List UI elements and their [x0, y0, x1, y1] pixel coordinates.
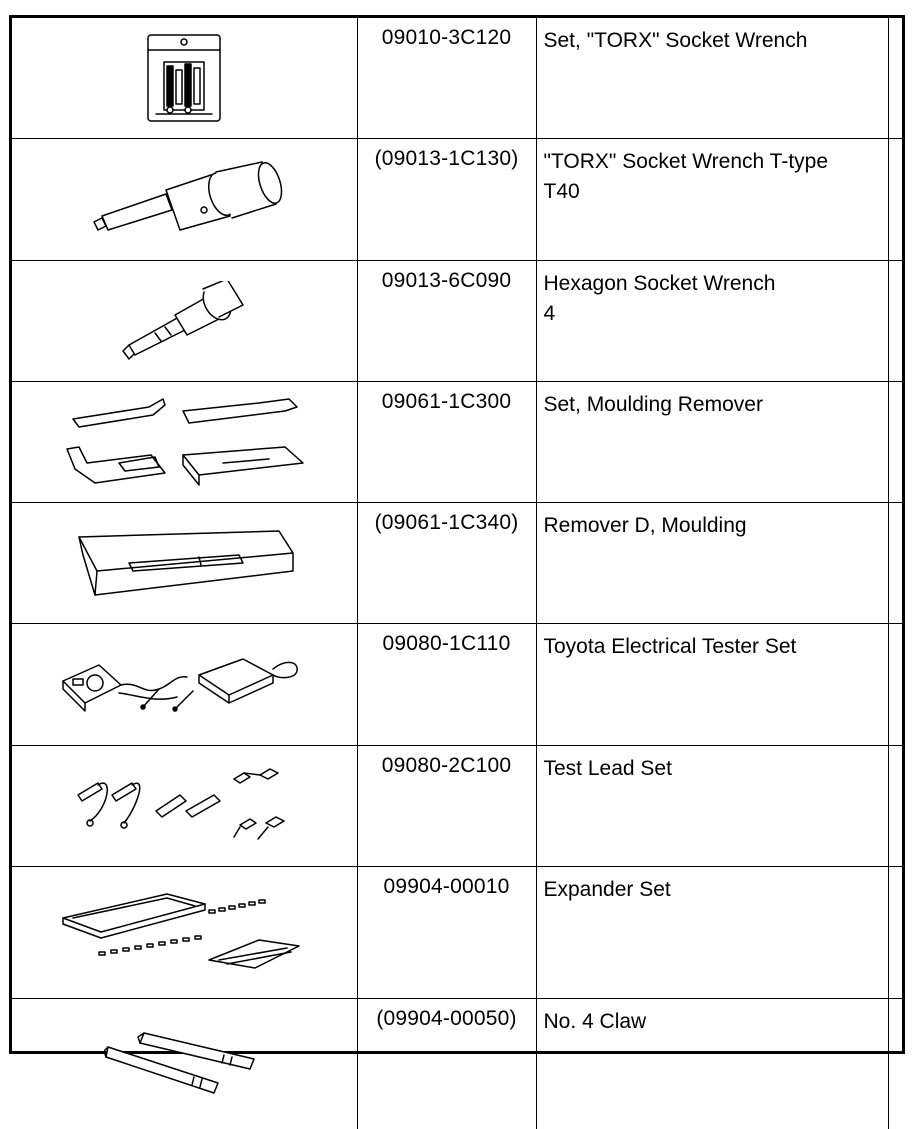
extra-cell [888, 503, 902, 624]
tool-name-line: Set, "TORX" Socket Wrench [544, 26, 888, 56]
tools-table [12, 18, 902, 1129]
part-number: 09061-1C300 [357, 382, 536, 503]
extra-cell [888, 999, 902, 1129]
part-number: 09080-1C110 [357, 624, 536, 746]
tool-name [536, 18, 888, 139]
moulding-remover-set-image [59, 397, 309, 487]
illustration-cell [12, 999, 357, 1129]
illustration-cell [12, 867, 357, 999]
tool-name [536, 999, 888, 1129]
tool-name [536, 382, 888, 503]
illustration-cell [12, 261, 357, 382]
tool-name-line: Set, Moulding Remover [544, 390, 888, 420]
tool-name [536, 624, 888, 746]
tool-name-line: Toyota Electrical Tester Set [544, 632, 888, 662]
illustration-cell [12, 503, 357, 624]
expander-set-image [59, 888, 309, 978]
tool-name-line: Hexagon Socket Wrench [544, 269, 888, 299]
table-row [12, 624, 902, 746]
table-row [12, 261, 902, 382]
extra-cell [888, 139, 902, 261]
extra-cell [888, 624, 902, 746]
illustration-cell [12, 624, 357, 746]
tool-name [536, 867, 888, 999]
tool-name [536, 139, 888, 261]
tool-name-line: No. 4 Claw [544, 1007, 888, 1037]
illustration-cell [12, 382, 357, 503]
tool-name [536, 261, 888, 382]
no4-claw-image [104, 1029, 264, 1099]
part-number: 09010-3C120 [357, 18, 536, 139]
table-row [12, 18, 902, 139]
extra-cell [888, 382, 902, 503]
part-number: (09904-00050) [357, 999, 536, 1129]
tool-name-line: "TORX" Socket Wrench T-type [544, 147, 888, 177]
tool-name-line: 4 [544, 299, 888, 329]
moulding-remover-d-image [69, 523, 299, 603]
part-number: (09061-1C340) [357, 503, 536, 624]
illustration-cell [12, 18, 357, 139]
hexagon-socket-wrench-image [119, 281, 249, 361]
tool-name-line: Remover D, Moulding [544, 511, 888, 541]
part-number: (09013-1C130) [357, 139, 536, 261]
table-row [12, 867, 902, 999]
table-row [12, 746, 902, 867]
table-row [12, 139, 902, 261]
extra-cell [888, 261, 902, 382]
special-tools-table [9, 15, 905, 1054]
tool-name [536, 503, 888, 624]
extra-cell [888, 18, 902, 139]
test-lead-set-image [74, 765, 294, 847]
tool-name [536, 746, 888, 867]
table-row [12, 999, 902, 1129]
extra-cell [888, 746, 902, 867]
torx-socket-t40-image [84, 160, 284, 240]
part-number: 09904-00010 [357, 867, 536, 999]
illustration-cell [12, 139, 357, 261]
part-number: 09013-6C090 [357, 261, 536, 382]
table-row [12, 503, 902, 624]
table-row [12, 382, 902, 503]
tool-name-line: Expander Set [544, 875, 888, 905]
illustration-cell [12, 746, 357, 867]
electrical-tester-set-image [59, 645, 309, 725]
tool-name-line: T40 [544, 177, 888, 207]
tool-name-line: Test Lead Set [544, 754, 888, 784]
torx-socket-wrench-set-image [144, 32, 224, 124]
extra-cell [888, 867, 902, 999]
part-number: 09080-2C100 [357, 746, 536, 867]
